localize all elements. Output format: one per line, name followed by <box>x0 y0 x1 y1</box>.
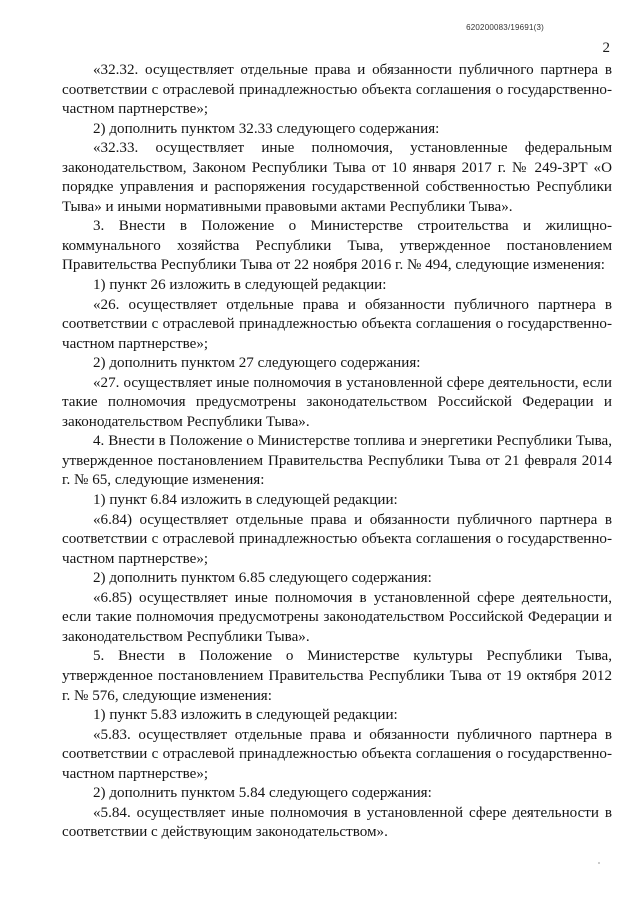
scan-speck <box>598 862 600 864</box>
paragraph-5-84-text: «5.84. осуществляет иные полномочия в установленной сфере деятельности в соответствии с действующим законодательством». <box>62 804 612 841</box>
paragraph-6-85-text: «6.85) осуществляет иные полномочия в установленной сфере деятельности, если такие полномочия предусмотрены законодательством Российской Федерации и законодательством Республики Тыва». <box>62 589 612 645</box>
paragraph-item-5-83-edit: 1) пункт 5.83 изложить в следующей редакции: <box>93 707 398 724</box>
paragraph-5-83-text: «5.83. осуществляет отдельные права и обязанности публичного партнера в соответствии с отраслевой принадлежностью объекта соглашения о государственно-частном партнерстве»; <box>62 726 612 782</box>
paragraph-6-84-text: «6.84) осуществляет отдельные права и обязанности публичного партнера в соответствии с отраслевой принадлежностью объекта соглашения о государственно-частном партнерстве»; <box>62 511 612 567</box>
paragraph-32-33-text: «32.33. осуществляет иные полномочия, установленные федеральным законодательством, Законом Республики Тыва от 10 января 2017 г. № 249-ЗРТ «О порядке управления и распоряжения государственной собственностью Республики Тыва» и иными нормативными правовыми актами Республики Тыва». <box>62 140 612 215</box>
paragraph-32-32-text: «32.32. осуществляет отдельные права и обязанности публичного партнера в соответствии с отраслевой принадлежностью объекта соглашения о государственно-частном партнерстве»; <box>62 62 612 118</box>
paragraph-27-text: «27. осуществляет иные полномочия в установленной сфере деятельности, если такие полномочия предусмотрены законодательством Российской Федерации и законодательством Республики Тыва». <box>62 374 612 430</box>
paragraph-add-5-84: 2) дополнить пунктом 5.84 следующего содержания: <box>93 785 432 802</box>
paragraph-add-27: 2) дополнить пунктом 27 следующего содержания: <box>93 355 421 372</box>
paragraph-item-4-energy-ministry: 4. Внести в Положение о Министерстве топлива и энергетики Республики Тыва, утвержденное постановлением Правительства Республики Тыва от 21 февраля 2014 г. № 65, следующие изменения: <box>62 433 612 489</box>
page-number: 2 <box>602 40 610 56</box>
document-registration-code: 620200083/19691(3) <box>466 23 544 32</box>
paragraph-add-32-33: 2) дополнить пунктом 32.33 следующего содержания: <box>93 120 440 137</box>
paragraph-item-6-84-edit: 1) пункт 6.84 изложить в следующей редакции: <box>93 492 398 509</box>
paragraph-add-6-85: 2) дополнить пунктом 6.85 следующего содержания: <box>93 570 432 587</box>
paragraph-item-26-edit: 1) пункт 26 изложить в следующей редакции: <box>93 277 387 294</box>
paragraph-26-text: «26. осуществляет отдельные права и обязанности публичного партнера в соответствии с отраслевой принадлежностью объекта соглашения о государственно-частном партнерстве»; <box>62 296 612 352</box>
paragraph-item-3-construction-ministry: 3. Внести в Положение о Министерстве строительства и жилищно-коммунального хозяйства Республики Тыва, утвержденное постановлением Правительства Республики Тыва от 22 ноября 2016 г. № 494, следующие изменения: <box>62 218 612 274</box>
paragraph-item-5-culture-ministry: 5. Внести в Положение о Министерстве культуры Республики Тыва, утвержденное постановлением Правительства Республики Тыва от 19 октября 2012 г. № 576, следующие изменения: <box>62 648 612 704</box>
document-body <box>62 61 612 843</box>
